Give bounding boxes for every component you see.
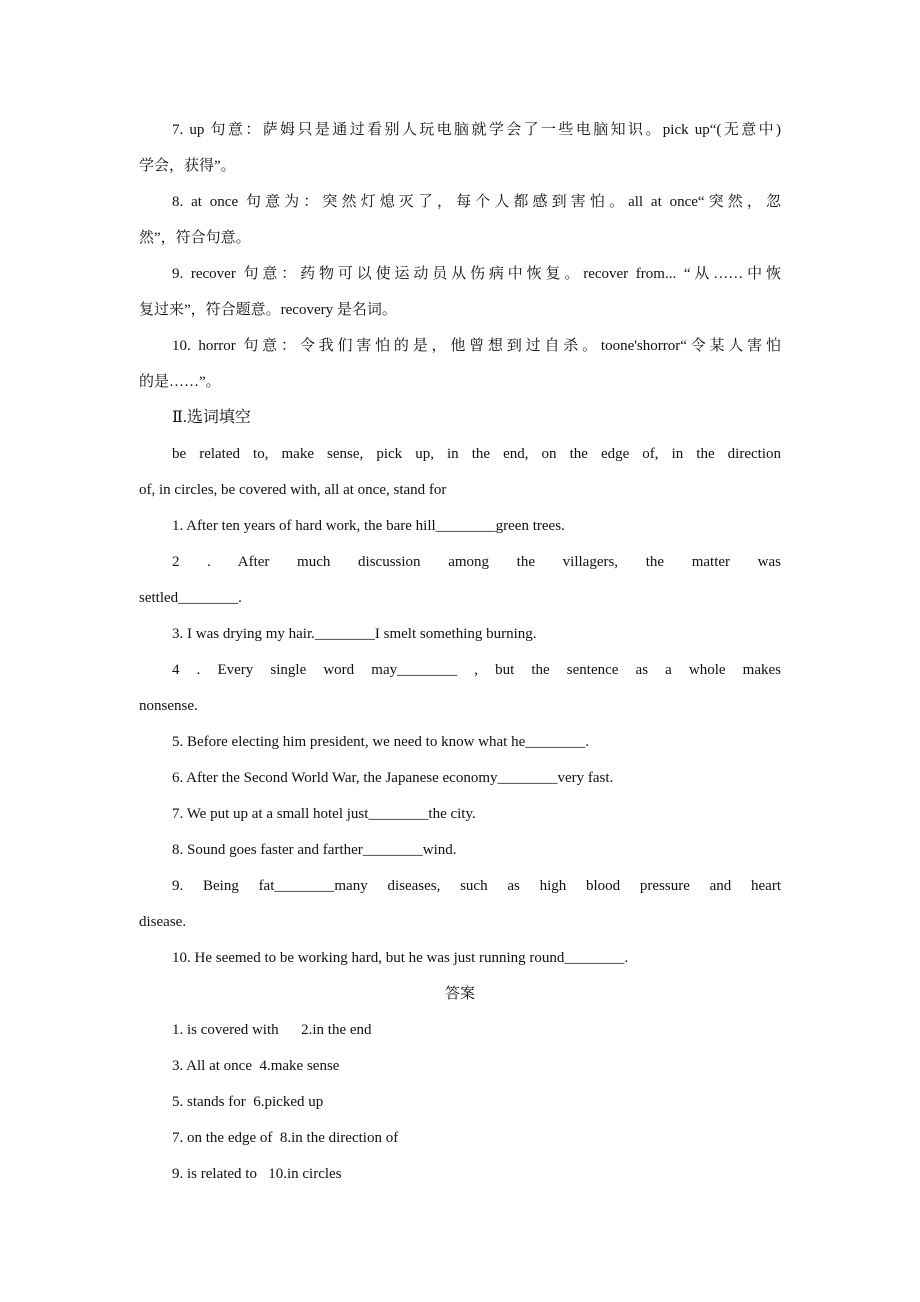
- question-10: 10. He seemed to be working hard, but he was just running round________.: [172, 950, 629, 966]
- answer-title: 答案: [444, 986, 475, 1002]
- explanation-9-line-1: 9. recover 句意：药物可以使运动员从伤病中恢复。recover from... “从……中恢: [172, 266, 781, 282]
- question-5: 5. Before electing him president, we need to know what he________.: [172, 734, 589, 750]
- explanation-8-line-2: 然”，符合句意。: [139, 230, 251, 246]
- explanation-7-line-1: 7. up 句意：萨姆只是通过看别人玩电脑就学会了一些电脑知识。pick up“(无意中): [172, 122, 781, 138]
- question-8: 8. Sound goes faster and farther________wind.: [172, 842, 457, 858]
- question-9-line-2: disease.: [139, 914, 187, 930]
- question-1: 1. After ten years of hard work, the bare hill________green trees.: [172, 518, 565, 534]
- answer-line-3: 5. stands for 6.picked up: [172, 1094, 324, 1110]
- word-bank-line-2: of, in circles, be covered with, all at once, stand for: [139, 482, 447, 498]
- question-2-line-1: 2 . After much discussion among the villagers, the matter was: [172, 554, 781, 570]
- explanation-10-line-2: 的是……”。: [139, 374, 221, 390]
- explanation-10-line-1: 10. horror 句意：令我们害怕的是，他曾想到过自杀。toone'shorror“令某人害怕: [172, 338, 781, 354]
- explanation-7-line-2: 学会，获得”。: [139, 158, 236, 174]
- answer-line-1: 1. is covered with 2.in the end: [172, 1022, 372, 1038]
- question-4-line-1: 4 . Every single word may________ , but the sentence as a whole makes: [172, 662, 781, 678]
- question-7: 7. We put up at a small hotel just________the city.: [172, 806, 476, 822]
- question-4-line-2: nonsense.: [139, 698, 198, 714]
- answer-line-2: 3. All at once 4.make sense: [172, 1058, 340, 1074]
- question-3: 3. I was drying my hair.________I smelt something burning.: [172, 626, 537, 642]
- question-6: 6. After the Second World War, the Japanese economy________very fast.: [172, 770, 614, 786]
- question-2-line-2: settled________.: [139, 590, 242, 606]
- document-body: [139, 112, 781, 1192]
- answer-line-4: 7. on the edge of 8.in the direction of: [172, 1130, 399, 1146]
- section-title: Ⅱ.选词填空: [172, 409, 251, 426]
- explanation-9-line-2: 复过来”，符合题意。recovery 是名词。: [139, 302, 397, 318]
- word-bank-line-1: be related to, make sense, pick up, in the end, on the edge of, in the direction: [172, 446, 781, 462]
- explanation-8-line-1: 8. at once 句意为：突然灯熄灭了，每个人都感到害怕。all at once“突然，忽: [172, 194, 781, 210]
- question-9-line-1: 9. Being fat________many diseases, such as high blood pressure and heart: [172, 878, 781, 894]
- answer-line-5: 9. is related to 10.in circles: [172, 1166, 342, 1182]
